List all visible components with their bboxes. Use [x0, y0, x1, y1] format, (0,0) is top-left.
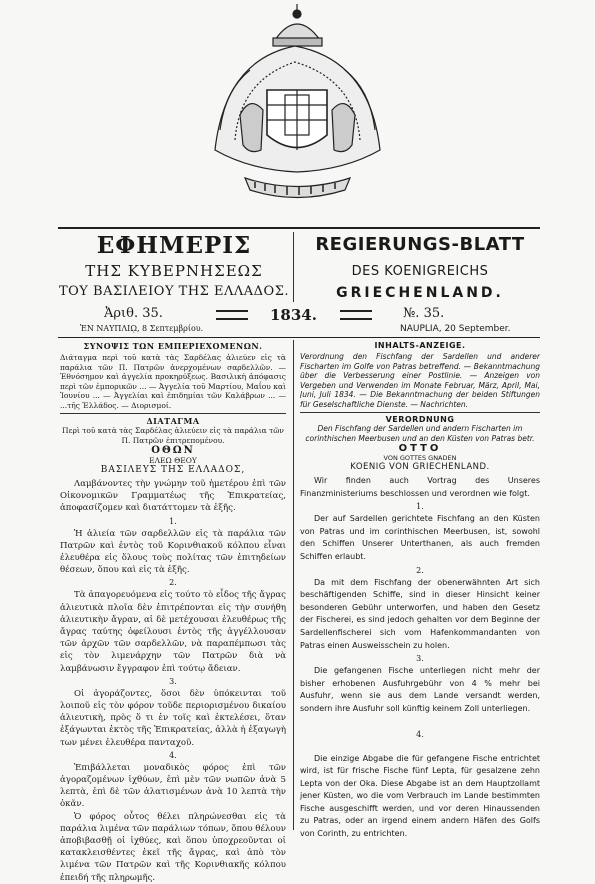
column-divider [293, 340, 294, 830]
german-art-1: Der auf Sardellen gerichtete Fischfang an den Küsten von Patras und im corinthischen Meerbusen, ist, sowohl den Schiffen Unserer Unterthanen, als auch fremden Schiffen erlaubt. [300, 514, 540, 561]
greek-art-4: Ἐπιβάλλεται μοναδικὸς φόρος ἐπὶ τῶν ἀγοραζομένων ἰχθύων, ἐπὶ μὲν τῶν νωπῶν ἀνὰ 5 λεπτὰ, ἐπὶ δὲ τῶν ἁλατισμένων ἀνὰ 10 λεπτὰ τὴν ὀκᾶν. [60, 762, 286, 810]
german-otto: OTTO [398, 443, 442, 454]
german-decree-subtitle: Den Fischfang der Sardellen und andern Fischarten im corinthischen Meerbusen und an den Küsten von Patras betr. [305, 424, 535, 443]
german-art-2-number: 2. [416, 565, 424, 575]
german-issue-number: №. 35. [403, 306, 445, 321]
greek-by-grace: ΕΛΕΩ ΘΕΟΥ [149, 456, 197, 465]
ornament-right [340, 310, 372, 320]
greek-king: ΒΑΣΙΛΕΥΣ ΤΗΣ ΕΛΛΑΔΟΣ, [100, 465, 246, 475]
greek-art-4-cont: Ὁ φόρος οὗτος θέλει πληρώνεσθαι εἰς τὰ παράλια λιμένα τῶν παράλιων τόπων, ὅπου θέλουν ἀποβιβασθῇ οἱ ἰχθύες, καὶ ὅπου ὑποχρεοῦνται οἱ κατακλεισθέντες ἐκεῖ τῆς ἄγρας, καὶ ἀπὸ τὸν λιμένα τῶν Πατρῶν καὶ τῆς Κορινθιακῆς κόλπου ἐπειδή τῆς πληρωμῆς. [60, 811, 286, 883]
year: 1834. [270, 306, 317, 324]
german-art-3-number: 3. [416, 654, 424, 664]
german-column [300, 341, 540, 841]
german-art-1-number: 1. [416, 502, 424, 512]
german-subtitle-2: GRIECHENLAND. [336, 285, 504, 301]
greek-art-1: Ἡ ἁλιεία τῶν σαρδελλῶν εἰς τὰ παράλια τῶν Πατρῶν καὶ ἐντὸς τοῦ Κορινθιακοῦ κόλπου εἶναι ἐλευθέρα εἰς ὅλους τοὺς πολίτας τῶν ἐπιτηδείων θέσεων, ὅπου καὶ εἰς τὰ ἑξῆς. [60, 528, 286, 576]
german-decree-heading: VERORDNUNG [385, 415, 455, 424]
greek-art-3: Οἱ ἀγοράζοντες, ὅσοι δὲν ὑπόκεινται τοῦ λοιποῦ εἰς τὸν φόρον τοῦδε περιορισμένου δικαίου ἁλιευτικὴ, πρὸς ὅ τι ἐν τοῖς καὶ ἐκτελέσει, ὅταν ἐξάγωνται ἐκτὸς τῆς Ἐπικρατείας, ἀλλὰ ἡ ἐξαγωγὴ των μένει ἐλευθέρα πανταχοῦ. [60, 688, 286, 748]
german-contents-text: Verordnung den Fischfang der Sardellen und anderer Fischarten im Golfe von Patras betreffend. — Bekanntmachung über die Verbesserung einer Postlinie. — Anzeigen von Vergeben und Verwenden im Monate Februar, März, April, Mai, Juni, Juli 1834. — Die Bekanntmachung der beiden Stiftungen für Geselschaftliche Dienste. — Nachrichten. [300, 352, 540, 409]
greek-decree-heading: ΔΙΑΤΑΓΜΑ [146, 416, 200, 426]
german-by-grace: VON GOTTES GNADEN [383, 454, 457, 462]
greek-subtitle-1: ΤΗΣ ΚΥΒΕΡΝΗΣΕΩΣ [85, 262, 263, 280]
german-art-2: Da mit dem Fischfang der obenerwähnten Art sich beschäftigenden Schiffe, sind in dieser Hinsicht keiner besonderen Gebühr unterworfen, und haben den Gesetz der Fischerei, es sind jedoch gehalten vor dem Beginne der Sardellenfischerei sich vom Hafenkommandanten von Patras einen Ausweisschein zu holen. [300, 577, 540, 650]
royal-coat-of-arms [195, 0, 400, 210]
date-rule [58, 337, 540, 338]
german-intro: Wir finden auch Vortrag des Unseres Finanzministeriums beschlossen und verordnen wie folgt. [300, 476, 540, 498]
greek-otho: ΟΘΩΝ [151, 445, 195, 456]
german-title: REGIERUNGS-BLATT [315, 234, 525, 255]
greek-intro: Λαμβάνοντες τὴν γνώμην τοῦ ἡμετέρου ἐπὶ τῶν Οἰκονομικῶν Γραμματέως τῆς Ἐπικρατείας, ἀποφασίζομεν καὶ διατάττομεν τὰ ἑξῆς. [60, 479, 286, 514]
greek-art-2-number: 2. [169, 578, 177, 588]
german-subtitle-1: DES KOENIGREICHS [351, 264, 489, 279]
german-contents-heading: INHALTS-ANZEIGE. [374, 341, 466, 350]
greek-title: ΕΦΗΜΕΡΙΣ [96, 232, 252, 259]
german-date: NAUPLIA, 20 September. [400, 324, 511, 334]
german-king: KOENIG VON GRIECHENLAND. [350, 462, 490, 472]
title-divider [293, 232, 294, 302]
german-art-4: Die einzige Abgabe die für gefangene Fische entrichtet wird, ist für frische Fische fünf Lepta, für gesalzene zehn Lepta von der Oka. Diese Abgabe ist an dem Hauptzollamt jener Küsten, wo die vom Verbrauch im Lande bestimmten Fische ausgeschifft werden, und vor deren Hinaussenden zu Patras, oder an irgend einem andern Häfen des Golfs von Corinth, zu entrichten. [300, 753, 540, 839]
greek-date: ἘΝ ΝΑΥΠΛΙῼ, 8 Σεπτεμβρίου. [80, 324, 204, 333]
greek-column [60, 341, 286, 884]
greek-art-3-number: 3. [169, 676, 177, 686]
top-rule [58, 227, 540, 229]
german-art-4-number: 4. [416, 729, 424, 739]
greek-contents-text: Διάταγμα περὶ τοῦ κατὰ τὰς Σαρδέλας ἁλιεύεν εἰς τὰ παράλια τῶν Π. Πατρῶν ἀνερχομένων σαρδελλῶν. — Ἐθνόσημον καὶ ἀγγελία προκηρύξεως. Βασιλικὴ ἀπόφασις περὶ τῶν ἐμπορικῶν ... — Ἀγγελία τοῦ Μαρτίου, Μαΐου καὶ Ἰουνίου ... — Ἀγγελίαι καὶ ἐπιδημίαι τῶν Καλάβρων ... — ...τῆς Ἑλλάδος. — Διορισμοί. [60, 353, 286, 410]
greek-contents-heading: ΣΥΝΟΨΙΣ ΤΩΝ ΕΜΠΕΡΙΕΧΟΜΕΝΩΝ. [83, 341, 263, 351]
greek-art-2: Τὰ ἀπαγορευόμενα εἰς τούτο τὸ εἶδος τῆς ἄγρας ἀλιευτικὰ πλοῖα δὲν ἐπιτρέπονται εἰς τὴν συνήθη ἀλιευτικὴν ἄγραν, αἱ δὲ μετέχουσαι ἐλευθέρως τῆς ἄγρας ταύτης ὀφείλουσι ἐντὸς τῆς ἀγγέλλουσαν τῶν ἀρχῶν τῶν σαρδελλῶν, νὰ παραπέμπωσι τὰς εἰς τὸν λιμενάρχην τῶν Πατρῶν διὰ νὰ λαμβάνωσιν ἔγγραφον ἐπὶ τούτῳ ἄδειαν. [60, 590, 286, 674]
greek-issue-number: Ἀριθ. 35. [104, 306, 163, 321]
ornament-left [216, 310, 248, 320]
greek-art-1-number: 1. [169, 516, 177, 526]
greek-decree-subtitle: Περὶ τοῦ κατὰ τὰς Σαρδέλας ἁλιεύειν εἰς τὰ παράλια τῶν Π. Πατρῶν ἐπιτρεπομένου. [62, 426, 284, 445]
greek-art-4-number: 4. [169, 750, 177, 760]
german-art-3: Die gefangenen Fische unterliegen nicht mehr der bisher erhobenen Ausfuhrgebühr von 4 % mehr bei Ausfuhr, wenn sie aus dem Lande versandt werden, sondern ihre Ausfuhr soll künftig keinem Zoll unterliegen. [300, 666, 540, 713]
greek-subtitle-2: ΤΟΥ ΒΑΣΙΛΕΙΟΥ ΤΗΣ ΕΛΛΑΔΟΣ. [58, 284, 290, 299]
